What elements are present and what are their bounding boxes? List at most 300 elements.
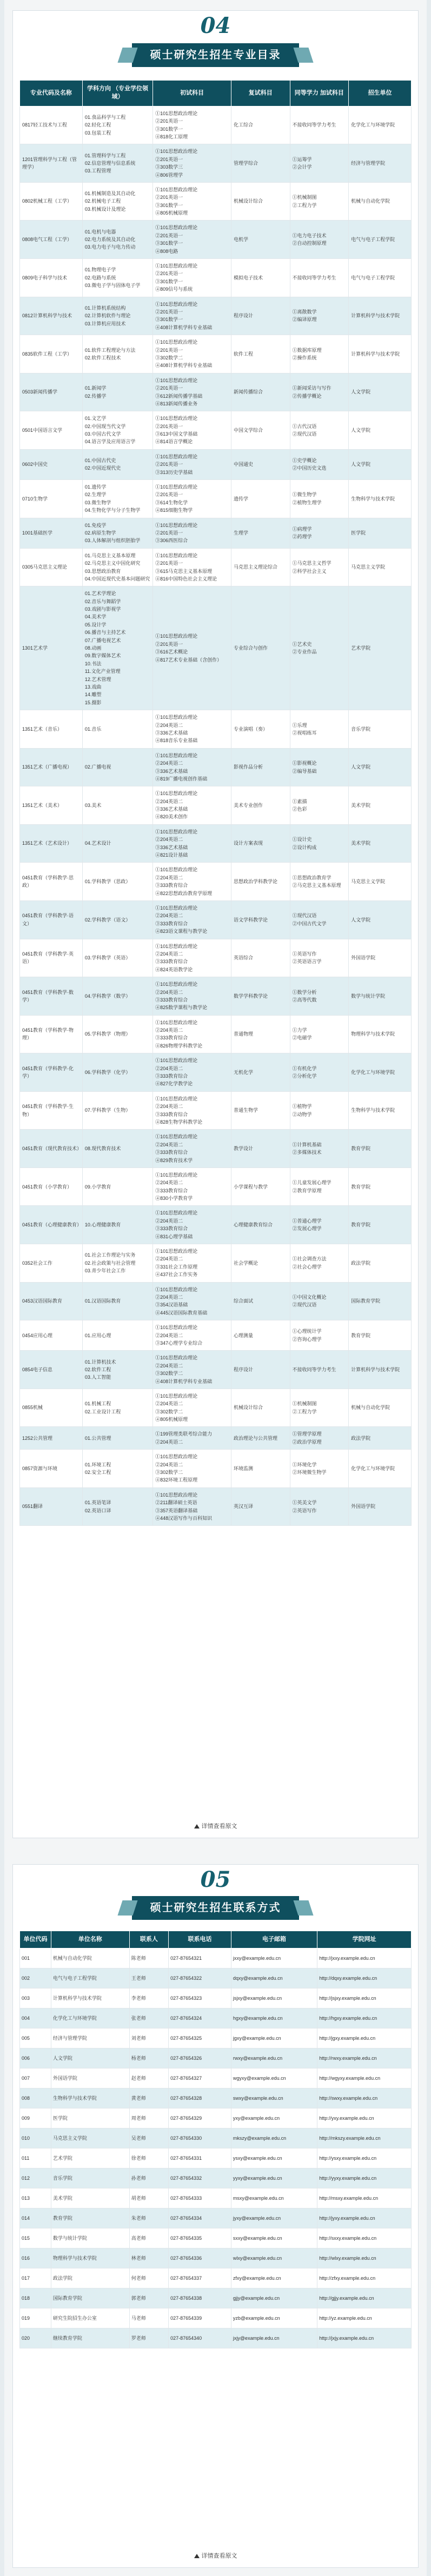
table-cell: 教育学院 — [349, 1206, 412, 1244]
table-cell: 01.电机与电器 02.电力系统及其自动化 03.电力电子与电力传动 — [82, 221, 152, 259]
table-cell: 人文学院 — [349, 449, 412, 479]
table-cell: 027-87654327 — [169, 2068, 231, 2088]
table-cell: 影视作品分析 — [231, 748, 290, 786]
table-cell: 物理科学与技术学院 — [349, 1015, 412, 1053]
program-row — [20, 449, 412, 479]
program-row — [20, 586, 412, 710]
table-cell: 027-87654329 — [169, 2108, 231, 2128]
table-cell[interactable]: zfxy@example.edu.cn — [231, 2268, 317, 2288]
table-cell: ①101思想政治理论 ②204英语二 ③302数学二 ④408计算机学科专业基础 — [153, 1351, 231, 1389]
table-cell: 艺术学院 — [349, 586, 412, 710]
table-cell: 教育学院 — [349, 1130, 412, 1168]
table-cell[interactable]: http://ysxy.example.edu.cn — [317, 2148, 412, 2168]
table-cell[interactable]: msxy@example.edu.cn — [231, 2188, 317, 2208]
program-row — [20, 144, 412, 183]
footnote-label: 详情查看原文 — [201, 1823, 237, 1830]
table-cell: 001 — [20, 1948, 51, 1968]
table-cell: 027-87654330 — [169, 2128, 231, 2148]
program-row — [20, 373, 412, 411]
table-cell: 0855机械 — [20, 1389, 83, 1427]
table-cell: 0352社会工作 — [20, 1244, 83, 1283]
table-cell: 机械设计综合 — [231, 1389, 290, 1427]
table-cell: ①史学概论 ②中国历史文选 — [290, 449, 349, 479]
table-cell: 07.学科教学（生物） — [82, 1091, 152, 1130]
table-cell[interactable]: jsjxy@example.edu.cn — [231, 1988, 317, 2008]
section1-footnote[interactable] — [13, 1821, 418, 1830]
table-cell: ①101思想政治理论 ②204英语二 ③347心理学专业综合 — [153, 1320, 231, 1351]
table-cell: 027-87654323 — [169, 1988, 231, 2008]
table-cell: ①101思想政治理论 ②201英语一 ③306西医综合 — [153, 518, 231, 548]
table-cell: 朱老师 — [129, 2208, 168, 2228]
table-cell: 语文学科教学论 — [231, 900, 290, 939]
table-cell[interactable]: http://gjjy.example.edu.cn — [317, 2288, 412, 2308]
program-row — [20, 1389, 412, 1427]
table-cell: ①力学 ②电磁学 — [290, 1015, 349, 1053]
table-cell: ①英美文学 ②英语写作 — [290, 1487, 349, 1526]
table-cell: ①儿童发展心理学 ②教育学原理 — [290, 1167, 349, 1206]
table-cell: ①计算机基础 ②多媒体技术 — [290, 1130, 349, 1168]
table-cell: 英语综合 — [231, 939, 290, 977]
program-row — [20, 786, 412, 825]
section-number: 05 — [200, 1867, 231, 1892]
table-cell: 03.美术 — [82, 786, 152, 825]
table-cell: 程序设计 — [231, 1351, 290, 1389]
table-cell: ①艺术史 ②专业作品 — [290, 586, 349, 710]
contact-row — [20, 2048, 412, 2068]
table-cell: 08.现代教育技术 — [82, 1130, 152, 1168]
table-cell: 0854电子信息 — [20, 1351, 83, 1389]
table-cell: ①101思想政治理论 ②204英语二 ③333教育综合 ④831心理学基础 — [153, 1206, 231, 1244]
contact-row — [20, 1988, 412, 2008]
table-cell[interactable]: hgxy@example.edu.cn — [231, 2008, 317, 2028]
table-cell: 027-87654321 — [169, 1948, 231, 1968]
table-cell[interactable]: http://yyxy.example.edu.cn — [317, 2168, 412, 2188]
section-title: 硕士研究生招生联系方式 — [132, 1896, 299, 1920]
program-row — [20, 977, 412, 1016]
table-cell: 教育学院 — [349, 1167, 412, 1206]
program-row — [20, 1427, 412, 1450]
table-cell[interactable]: http://swxy.example.edu.cn — [317, 2088, 412, 2108]
table-cell: 化学化工与环境学院 — [349, 1450, 412, 1488]
table-cell: 0501中国语言文学 — [20, 411, 83, 450]
table-cell: 无机化学 — [231, 1053, 290, 1092]
contact-row — [20, 2068, 412, 2088]
program-row — [20, 411, 412, 450]
table-cell: 音乐学院 — [51, 2168, 129, 2188]
table-cell: 05.学科教学（物理） — [82, 1015, 152, 1053]
table-cell: 何老师 — [129, 2268, 168, 2288]
table-cell[interactable]: wlxy@example.edu.cn — [231, 2248, 317, 2268]
table-cell: 0451教育（学科教学·英语） — [20, 939, 83, 977]
table-cell: 不接收同等学力考生 — [290, 259, 349, 297]
header-cell: 同等学力 加试科目 — [290, 81, 349, 106]
table-cell: 01.社会工作理论与实务 02.社会政策与社会管理 03.青少年社会工作 — [82, 1244, 152, 1283]
table-cell: 吴老师 — [129, 2128, 168, 2148]
table-cell[interactable]: mkszy@example.edu.cn — [231, 2128, 317, 2148]
table-cell: 思想政治学科教学论 — [231, 863, 290, 901]
table-cell: ①101思想政治理论 ②204英语二 ③331社会工作原理 ④437社会工作实务 — [153, 1244, 231, 1283]
table-cell: 心理健康教育综合 — [231, 1206, 290, 1244]
table-cell: ①微生物学 ②植物生理学 — [290, 480, 349, 518]
table-cell[interactable]: http://yxy.example.edu.cn — [317, 2108, 412, 2128]
table-cell: 01.艺术学理论 02.音乐与舞蹈学 03.戏剧与影视学 04.美术学 05.设计学 06.播音与主持艺术 07.广播电视艺术 08.动画 09.数字媒体艺术 10.书法 11.文化产业管理 12.艺术管理 13.戏曲 14.雕塑 15.摄影 — [82, 586, 152, 710]
table-cell: 政法学院 — [51, 2268, 129, 2288]
table-cell: 01.食品科学与工程 02.轻化工程 03.包装工程 — [82, 106, 152, 144]
table-cell: 中国通史 — [231, 449, 290, 479]
table-cell: ①普通心理学 ②发展心理学 — [290, 1206, 349, 1244]
contact-row — [20, 2028, 412, 2048]
table-cell: ①101思想政治理论 ②201英语一 ③615马克思主义基本原理 ④816中国特色社会主义理论 — [153, 548, 231, 586]
program-row — [20, 1053, 412, 1092]
table-cell[interactable]: rwxy@example.edu.cn — [231, 2048, 317, 2068]
table-cell: ①101思想政治理论 ②204英语二 ③333教育综合 ④829教育技术学 — [153, 1130, 231, 1168]
table-cell: ①101思想政治理论 ②211翻译硕士英语 ③357英语翻译基础 ④448汉语写作与百科知识 — [153, 1487, 231, 1526]
table-cell: 01.环境工程 02.安全工程 — [82, 1450, 152, 1488]
table-cell: 0602中国史 — [20, 449, 83, 479]
table-cell: 027-87654322 — [169, 1968, 231, 1988]
table-cell: 005 — [20, 2028, 51, 2048]
table-cell[interactable]: http://hgxy.example.edu.cn — [317, 2008, 412, 2028]
table-cell: ①病理学 ②药理学 — [290, 518, 349, 548]
table-cell: 郭老师 — [129, 2288, 168, 2308]
table-cell: 经济与管理学院 — [51, 2028, 129, 2048]
triangle-icon — [194, 1824, 200, 1828]
table-cell: ①101思想政治理论 ②204英语二 ③333教育综合 ④827化学教学论 — [153, 1053, 231, 1092]
table-cell: 音乐学院 — [349, 710, 412, 749]
table-cell: 徐老师 — [129, 2148, 168, 2168]
table-cell: 1351艺术（音乐） — [20, 710, 83, 749]
table-cell: 027-87654336 — [169, 2248, 231, 2268]
table-cell[interactable]: http://zfxy.example.edu.cn — [317, 2268, 412, 2288]
table-cell: 012 — [20, 2168, 51, 2188]
contact-row — [20, 2228, 412, 2248]
table-cell: 01.中国古代史 02.中国近现代史 — [82, 449, 152, 479]
contact-table — [19, 1931, 412, 2348]
table-cell: 018 — [20, 2288, 51, 2308]
table-cell[interactable]: jyxy@example.edu.cn — [231, 2208, 317, 2228]
program-row — [20, 1206, 412, 1244]
table-cell: 027-87654335 — [169, 2228, 231, 2248]
program-row — [20, 863, 412, 901]
table-cell: 生物科学与技术学院 — [51, 2088, 129, 2108]
contact-row — [20, 2008, 412, 2028]
table-cell: 0453汉语国际教育 — [20, 1282, 83, 1320]
table-cell: 1351艺术（艺术设计） — [20, 824, 83, 863]
table-cell: ①101思想政治理论 ②204英语二 ③302数学二 ④832环境工程原理 — [153, 1450, 231, 1488]
program-row — [20, 824, 412, 863]
program-row — [20, 710, 412, 749]
table-cell[interactable]: ysxy@example.edu.cn — [231, 2148, 317, 2168]
table-cell: 0503新闻传播学 — [20, 373, 83, 411]
table-cell: 英汉互译 — [231, 1487, 290, 1526]
table-cell: 02.学科教学（语文） — [82, 900, 152, 939]
header-cell: 学科方向 （专业学位领域） — [82, 81, 152, 106]
table-cell: 0812计算机科学与技术 — [20, 297, 83, 335]
table-cell: ①199管理类联考综合能力 ②204英语二 — [153, 1427, 231, 1450]
table-cell: 黄老师 — [129, 2088, 168, 2108]
table-cell[interactable]: swxy@example.edu.cn — [231, 2088, 317, 2108]
table-cell[interactable]: gjjy@example.edu.cn — [231, 2288, 317, 2308]
table-cell[interactable]: http://sxxy.example.edu.cn — [317, 2228, 412, 2248]
table-cell: 马克思主义学院 — [349, 548, 412, 586]
table-cell: 01.计算机系统结构 02.计算机软件与理论 03.计算机应用技术 — [82, 297, 152, 335]
table-cell: 物理科学与技术学院 — [51, 2248, 129, 2268]
table-cell: 机械与自动化学院 — [51, 1948, 129, 1968]
table-cell: 027-87654340 — [169, 2328, 231, 2348]
table-cell: ①101思想政治理论 ②204英语二 ③336艺术基础 ④821设计基础 — [153, 824, 231, 863]
header-cell: 复试科目 — [231, 81, 290, 106]
table-cell: 中国文学综合 — [231, 411, 290, 450]
table-cell[interactable]: http://wgyxy.example.edu.cn — [317, 2068, 412, 2088]
program-row — [20, 106, 412, 144]
contact-row — [20, 2288, 412, 2308]
table-cell: 01.文艺学 02.中国现当代文学 03.中国古代文学 04.语言学及应用语言学 — [82, 411, 152, 450]
table-cell: ①运筹学 ②会计学 — [290, 144, 349, 183]
contact-row — [20, 2128, 412, 2148]
table-cell: 生理学 — [231, 518, 290, 548]
table-cell[interactable]: http://jyxy.example.edu.cn — [317, 2208, 412, 2228]
table-cell: 陈老师 — [129, 1948, 168, 1968]
table-cell[interactable]: wgyxy@example.edu.cn — [231, 2068, 317, 2088]
table-cell[interactable]: http://jxxy.example.edu.cn — [317, 1948, 412, 1968]
table-cell: 0305马克思主义理论 — [20, 548, 83, 586]
contact-row — [20, 2208, 412, 2228]
program-row — [20, 297, 412, 335]
table-cell: 电气与电子工程学院 — [349, 259, 412, 297]
table-cell: 计算机科学与技术学院 — [51, 1988, 129, 2008]
table-cell: 0451教育（学科教学·生物） — [20, 1091, 83, 1130]
contact-row — [20, 2168, 412, 2188]
table-cell: 019 — [20, 2308, 51, 2328]
table-cell: ①101思想政治理论 ②201英语一 ③301数学一 ④805机械原理 — [153, 182, 231, 221]
table-cell[interactable]: http://dqxy.example.edu.cn — [317, 1968, 412, 1988]
table-cell: 0454应用心理 — [20, 1320, 83, 1351]
contact-row — [20, 2328, 412, 2348]
table-cell: ①离散数学 ②编译原理 — [290, 297, 349, 335]
table-cell: 程序设计 — [231, 297, 290, 335]
header-cell: 单位名称 — [51, 1931, 129, 1948]
table-cell: 美术学院 — [349, 824, 412, 863]
table-cell: 马克思主义理论综合 — [231, 548, 290, 586]
table-cell: 017 — [20, 2268, 51, 2288]
table-cell: 006 — [20, 2048, 51, 2068]
table-cell[interactable]: http://jgxy.example.edu.cn — [317, 2028, 412, 2048]
table-cell: 0817轻工技术与工程 — [20, 106, 83, 144]
table-cell: 01.学科教学（思政） — [82, 863, 152, 901]
table-cell: 0809电子科学与技术 — [20, 259, 83, 297]
table-cell: 机械与自动化学院 — [349, 1389, 412, 1427]
table-cell: 06.学科教学（化学） — [82, 1053, 152, 1092]
table-cell: ①101思想政治理论 ②204英语二 ③336艺术基础 ④818音乐专业基础 — [153, 710, 231, 749]
table-cell: 027-87654331 — [169, 2148, 231, 2168]
table-cell: ①古代汉语 ②现代汉语 — [290, 411, 349, 450]
table-cell: ①101思想政治理论 ②204英语二 ③333教育综合 ④826物理学科教学论 — [153, 1015, 231, 1053]
table-cell: 电机学 — [231, 221, 290, 259]
table-cell: 教育学院 — [349, 1320, 412, 1351]
table-cell: 1351艺术（广播电视） — [20, 748, 83, 786]
table-cell: 01.机械工程 02.工业设计工程 — [82, 1389, 152, 1427]
table-cell[interactable]: http://wlxy.example.edu.cn — [317, 2248, 412, 2268]
table-cell: ①101思想政治理论 ②201英语一 ③614生物化学 ④815细胞生物学 — [153, 480, 231, 518]
table-cell: ①101思想政治理论 ②204英语二 ③302数学二 ④805机械原理 — [153, 1389, 231, 1427]
table-cell: ①机械制图 ②工程力学 — [290, 1389, 349, 1427]
table-cell[interactable]: http://jsjxy.example.edu.cn — [317, 1988, 412, 2008]
table-cell: 0451教育（小学教育） — [20, 1167, 83, 1206]
table-cell: 张老师 — [129, 2008, 168, 2028]
table-cell: 0451教育（学科教学·语文） — [20, 900, 83, 939]
table-cell: ①101思想政治理论 ②201英语一 ③301数学一 ④808电路 — [153, 221, 231, 259]
table-cell: 美术学院 — [51, 2188, 129, 2208]
table-cell: ①101思想政治理论 ②204英语二 ③333教育综合 ④830小学教育学 — [153, 1167, 231, 1206]
table-cell: ①数学分析 ②高等代数 — [290, 977, 349, 1016]
table-cell: 007 — [20, 2068, 51, 2088]
table-cell: 027-87654334 — [169, 2208, 231, 2228]
table-cell: 01.遗传学 02.生理学 03.微生物学 04.生物化学与分子生物学 — [82, 480, 152, 518]
table-cell: 0451教育（学科教学·数学） — [20, 977, 83, 1016]
table-cell[interactable]: yyxy@example.edu.cn — [231, 2168, 317, 2188]
table-cell[interactable]: http://msxy.example.edu.cn — [317, 2188, 412, 2208]
table-cell: 数学学科教学论 — [231, 977, 290, 1016]
table-cell: 03.学科教学（英语） — [82, 939, 152, 977]
program-row — [20, 1351, 412, 1389]
table-cell: 普通生物学 — [231, 1091, 290, 1130]
table-cell: 0710生物学 — [20, 480, 83, 518]
table-cell: 002 — [20, 1968, 51, 1988]
table-cell: 软件工程 — [231, 335, 290, 373]
table-cell[interactable]: http://mkszy.example.edu.cn — [317, 2128, 412, 2148]
section2-footnote[interactable] — [13, 2551, 418, 2560]
table-cell: 人文学院 — [51, 2048, 129, 2068]
table-cell: 027-87654339 — [169, 2308, 231, 2328]
table-cell[interactable]: http://rwxy.example.edu.cn — [317, 2048, 412, 2068]
table-cell: 0857资源与环境 — [20, 1450, 83, 1488]
table-cell: 01.音乐 — [82, 710, 152, 749]
table-cell: 01.免疫学 02.病原生物学 03.人体解剖与组织胚胎学 — [82, 518, 152, 548]
program-row — [20, 748, 412, 786]
table-cell: 医学院 — [51, 2108, 129, 2128]
table-cell: ①101思想政治理论 ②201英语一 ③302数学二 ④408计算机学科专业基础 — [153, 335, 231, 373]
table-cell: ①心理统计学 ②咨询心理学 — [290, 1320, 349, 1351]
table-cell: 015 — [20, 2228, 51, 2248]
table-cell: ①101思想政治理论 ②204英语二 ③336艺术基础 ④819广播电视创作基础 — [153, 748, 231, 786]
header-cell: 专业代码及名称 — [20, 81, 83, 106]
table-cell: 数学与统计学院 — [51, 2228, 129, 2248]
table-cell: 0835软件工程（工学） — [20, 335, 83, 373]
table-cell: 计算机科学与技术学院 — [349, 335, 412, 373]
table-cell: 罗老师 — [129, 2328, 168, 2348]
table-cell: ①101思想政治理论 ②201英语一 ③612新闻传播学基础 ④813新闻传播业务 — [153, 373, 231, 411]
table-cell[interactable]: jxjy@example.edu.cn — [231, 2328, 317, 2348]
table-cell: 027-87654337 — [169, 2268, 231, 2288]
table-cell: 电气与电子工程学院 — [349, 221, 412, 259]
program-row — [20, 1244, 412, 1283]
table-cell: 生物科学与技术学院 — [349, 480, 412, 518]
table-cell[interactable]: dqxy@example.edu.cn — [231, 1968, 317, 1988]
table-cell: 设计方案表现 — [231, 824, 290, 863]
table-cell: 研究生院招生办公室 — [51, 2308, 129, 2328]
table-cell: 027-87654333 — [169, 2188, 231, 2208]
header-cell: 单位代码 — [20, 1931, 51, 1948]
table-cell[interactable]: http://yz.example.edu.cn — [317, 2308, 412, 2328]
right-edge-decoration — [427, 0, 431, 2576]
table-cell: 0451教育（学科教学·物理） — [20, 1015, 83, 1053]
table-cell: 数学与统计学院 — [349, 977, 412, 1016]
table-cell: 1351艺术（美术） — [20, 786, 83, 825]
table-cell: 01.计算机技术 02.软件工程 03.人工智能 — [82, 1351, 152, 1389]
section-number: 04 — [200, 13, 231, 38]
header-cell: 招生单位 — [349, 81, 412, 106]
table-cell: 机械设计综合 — [231, 182, 290, 221]
table-cell[interactable]: jgxy@example.edu.cn — [231, 2028, 317, 2048]
table-cell: ①电力电子技术 ②自动控制原理 — [290, 221, 349, 259]
section-program-catalog — [13, 11, 418, 1838]
table-cell: 马老师 — [129, 2308, 168, 2328]
table-cell: ①环境化学 ②环境微生物学 — [290, 1450, 349, 1488]
table-cell[interactable]: yxy@example.edu.cn — [231, 2108, 317, 2128]
table-cell: 教学设计 — [231, 1130, 290, 1168]
table-cell: 01.管理科学与工程 02.信息管理与信息系统 03.工程管理 — [82, 144, 152, 183]
table-cell: 04.艺术设计 — [82, 824, 152, 863]
table-cell: 01.物理电子学 02.电路与系统 03.微电子学与固体电子学 — [82, 259, 152, 297]
program-row — [20, 548, 412, 586]
header-cell: 联系人 — [129, 1931, 168, 1948]
table-cell: 人文学院 — [349, 748, 412, 786]
table-cell: 0451教育（心理健康教育） — [20, 1206, 83, 1244]
table-cell: 医学院 — [349, 518, 412, 548]
table-cell[interactable]: sxxy@example.edu.cn — [231, 2228, 317, 2248]
table-cell: 电气与电子工程学院 — [51, 1968, 129, 1988]
table-cell: 计算机科学与技术学院 — [349, 1351, 412, 1389]
table-cell: 新闻传播综合 — [231, 373, 290, 411]
table-cell: 周老师 — [129, 2108, 168, 2128]
table-cell: 008 — [20, 2088, 51, 2108]
program-row — [20, 1320, 412, 1351]
table-cell: ①乐理 ②视唱练耳 — [290, 710, 349, 749]
table-cell: 009 — [20, 2108, 51, 2128]
table-cell: 027-87654324 — [169, 2008, 231, 2028]
table-cell: 化学化工与环境学院 — [349, 106, 412, 144]
table-cell[interactable]: jxxy@example.edu.cn — [231, 1948, 317, 1968]
table-cell: 0451教育（现代教育技术） — [20, 1130, 83, 1168]
table-cell: 孙老师 — [129, 2168, 168, 2188]
table-cell: 004 — [20, 2008, 51, 2028]
table-cell[interactable]: yzb@example.edu.cn — [231, 2308, 317, 2328]
table-cell: ①101思想政治理论 ②204英语二 ③336艺术基础 ④820美术创作 — [153, 786, 231, 825]
table-cell: 国际教育学院 — [51, 2288, 129, 2308]
contact-row — [20, 1968, 412, 1988]
table-cell: 01.公共管理 — [82, 1427, 152, 1450]
triangle-icon — [194, 2554, 200, 2558]
table-cell: ①马克思主义哲学 ②科学社会主义 — [290, 548, 349, 586]
table-cell: 014 — [20, 2208, 51, 2228]
table-cell: 01.汉语国际教育 — [82, 1282, 152, 1320]
table-cell: 027-87654326 — [169, 2048, 231, 2068]
contact-row — [20, 2148, 412, 2168]
table-cell: 教育学院 — [51, 2208, 129, 2228]
table-cell: 0451教育（学科教学·化学） — [20, 1053, 83, 1092]
table-cell: 02.广播电视 — [82, 748, 152, 786]
contact-table-header — [20, 1931, 412, 1948]
contact-row — [20, 1948, 412, 1968]
program-row — [20, 1091, 412, 1130]
table-cell: ①英语写作 ②英语语言学 — [290, 939, 349, 977]
left-edge-decoration — [0, 0, 4, 2576]
table-cell: 027-87654332 — [169, 2168, 231, 2188]
table-cell: ①101思想政治理论 ②201英语一 ③301数学一 ④408计算机学科专业基础 — [153, 297, 231, 335]
program-table-header — [20, 81, 412, 106]
table-cell[interactable]: http://jxjy.example.edu.cn — [317, 2328, 412, 2348]
table-cell: 01.机械制造及其自动化 02.机械电子工程 03.机械设计及理论 — [82, 182, 152, 221]
